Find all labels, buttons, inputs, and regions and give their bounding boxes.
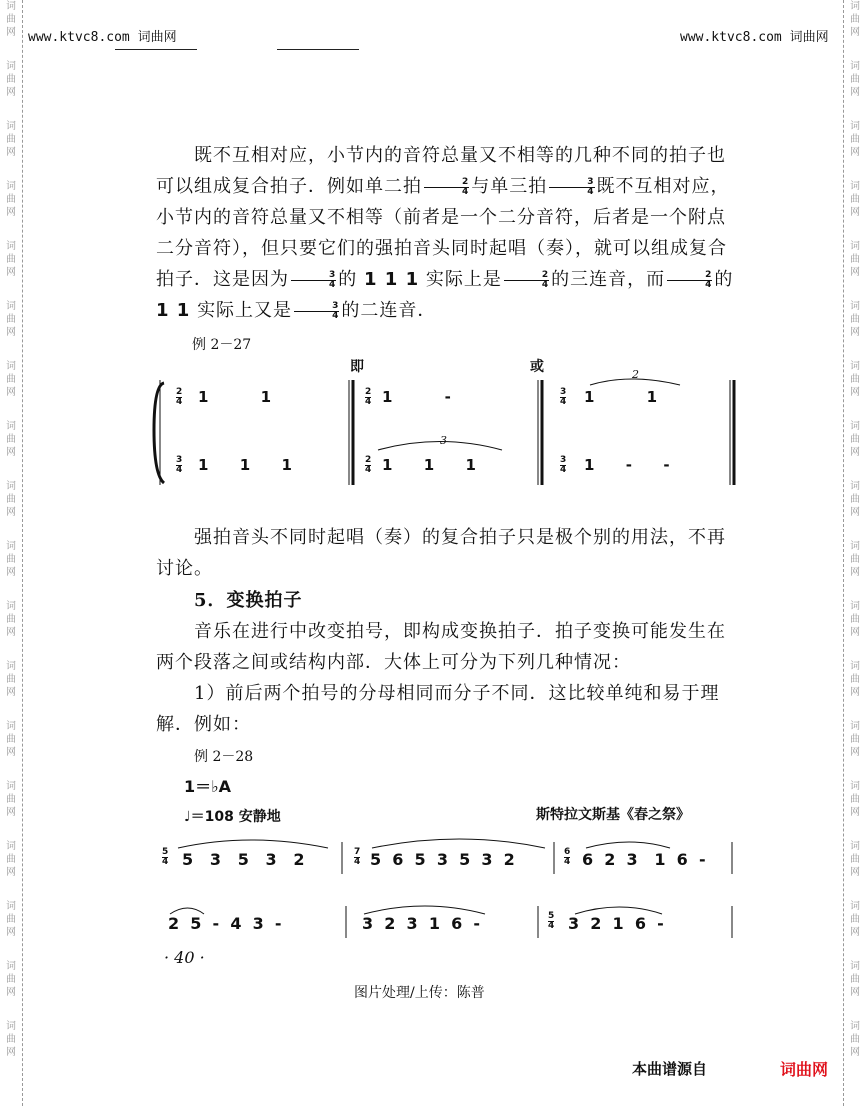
watermark-char: 网 xyxy=(850,807,860,818)
watermark-gap xyxy=(844,39,866,60)
watermark-char: 网 xyxy=(850,627,860,638)
time-sig-2-4: $\frac{2}{4}$ xyxy=(667,271,712,290)
watermark-char: 词 xyxy=(850,1021,860,1032)
watermark-char: 曲 xyxy=(850,314,860,325)
duplet-mark: 2 xyxy=(632,368,639,381)
watermark-char: 词 xyxy=(850,121,860,132)
watermark-char: 曲 xyxy=(6,854,16,865)
footer-brand-logo[interactable]: 词曲网 xyxy=(780,1060,829,1079)
watermark-char: 网 xyxy=(850,387,860,398)
watermark-char: 网 xyxy=(6,87,16,98)
watermark-char: 网 xyxy=(6,867,16,878)
ex1-bot-measure-3: 1 - - xyxy=(584,456,670,474)
watermark-char: 词 xyxy=(6,781,16,792)
watermark-char: 网 xyxy=(850,987,860,998)
watermark-char: 曲 xyxy=(6,914,16,925)
watermark-char: 曲 xyxy=(6,794,16,805)
watermark-char: 网 xyxy=(6,1047,16,1058)
ex2-row1-measure-2: 5 6 5 3 5 3 2 xyxy=(370,850,515,869)
ex2-ts-7-4: 7 4 xyxy=(354,847,361,867)
watermark-char: 词 xyxy=(850,661,860,672)
watermark-char: 词 xyxy=(850,301,860,312)
watermark-char: 词 xyxy=(850,481,860,492)
watermark-gap xyxy=(844,399,866,420)
watermark-char: 曲 xyxy=(6,14,16,25)
ex1-ts-bot-1: 3 4 xyxy=(176,455,183,475)
right-watermark-strip xyxy=(843,0,866,1106)
watermark-char: 曲 xyxy=(6,134,16,145)
ex1-ts-top-3: 3 4 xyxy=(560,387,567,407)
ex2-ts-5-4-b: 5 4 xyxy=(548,911,555,931)
watermark-char: 词 xyxy=(850,61,860,72)
time-sig-3-4: $\frac{3}{4}$ xyxy=(549,178,594,197)
watermark-char: 词 xyxy=(850,781,860,792)
watermark-char: 网 xyxy=(850,867,860,878)
watermark-gap xyxy=(844,699,866,720)
watermark-char: 曲 xyxy=(850,554,860,565)
watermark-gap xyxy=(844,519,866,540)
header-site-left: www.ktvc8.com 词曲网 xyxy=(28,30,177,45)
para1-text-e: 实际上是 xyxy=(425,269,502,290)
watermark-char: 词 xyxy=(850,841,860,852)
watermark-gap xyxy=(0,399,22,420)
ex1-top-measure-3: 1 1 xyxy=(584,388,658,406)
watermark-char: 网 xyxy=(850,87,860,98)
para1-text-b: 与单三拍 xyxy=(471,176,548,197)
watermark-char: 词 xyxy=(850,721,860,732)
tempo-marking: ♩＝108 安静地 xyxy=(184,809,281,825)
section-5-heading: 5．变换拍子 xyxy=(194,590,303,611)
watermark-char: 词 xyxy=(6,541,16,552)
watermark-gap xyxy=(0,1059,22,1080)
watermark-gap xyxy=(844,219,866,240)
watermark-gap xyxy=(0,279,22,300)
watermark-char: 词 xyxy=(6,661,16,672)
watermark-char: 曲 xyxy=(850,14,860,25)
para1-notes-duplet: 1 1 xyxy=(156,300,191,321)
watermark-char: 词 xyxy=(6,241,16,252)
watermark-char: 词 xyxy=(850,601,860,612)
watermark-gap xyxy=(844,1059,866,1080)
watermark-char: 曲 xyxy=(6,374,16,385)
watermark-gap xyxy=(844,159,866,180)
watermark-char: 网 xyxy=(6,447,16,458)
watermark-gap xyxy=(0,219,22,240)
ex2-row2-measure-1: 2 5 - 4 3 - xyxy=(168,914,282,933)
watermark-char: 曲 xyxy=(6,314,16,325)
watermark-char: 词 xyxy=(850,181,860,192)
watermark-char: 曲 xyxy=(850,254,860,265)
watermark-char: 词 xyxy=(6,181,16,192)
example-2-28-label: 例 2－28 xyxy=(194,749,254,765)
watermark-char: 词 xyxy=(6,961,16,972)
watermark-char: 网 xyxy=(850,747,860,758)
ex1-ts-top-2: 2 4 xyxy=(365,387,372,407)
watermark-char: 网 xyxy=(850,327,860,338)
watermark-char: 网 xyxy=(850,447,860,458)
watermark-char: 网 xyxy=(850,147,860,158)
ex2-ts-5-4: 5 4 xyxy=(162,847,169,867)
watermark-char: 曲 xyxy=(850,674,860,685)
watermark-char: 词 xyxy=(6,1,16,12)
time-sig-2-4: $\frac{2}{4}$ xyxy=(504,271,549,290)
ex2-row1-measure-3: 6 2 3 1 6 - xyxy=(582,850,706,869)
page-number: · 40 · xyxy=(164,948,205,967)
watermark-char: 曲 xyxy=(6,974,16,985)
watermark-char: 曲 xyxy=(850,854,860,865)
watermark-gap xyxy=(0,39,22,60)
paragraph-compound-meter xyxy=(156,140,740,326)
para3-text: 音乐在进行中改变拍号，即构成变换拍子．拍子变换可能发生在两个段落之间或结构内部．大体上可分为下列几种情况： xyxy=(156,621,726,673)
watermark-char: 词 xyxy=(850,241,860,252)
ex1-bot-measure-1: 1 1 1 xyxy=(198,456,292,474)
watermark-char: 网 xyxy=(850,567,860,578)
watermark-char: 网 xyxy=(6,327,16,338)
watermark-gap xyxy=(0,459,22,480)
footer-source-label: 本曲谱源自 xyxy=(632,1060,708,1078)
para1-text-c: 既不互相对应，小节内的音符总量又不相等（前者是一个二分音符，后者是一个附点二分音符），但只要它们的强拍音头同时起唱（奏），就可以组成复合拍子．这是因为 xyxy=(156,176,730,290)
watermark-char: 曲 xyxy=(850,614,860,625)
watermark-char: 网 xyxy=(6,927,16,938)
watermark-char: 网 xyxy=(6,27,16,38)
watermark-gap xyxy=(844,999,866,1020)
watermark-gap xyxy=(0,879,22,900)
watermark-char: 网 xyxy=(850,927,860,938)
watermark-char: 词 xyxy=(850,361,860,372)
paragraph-rare-usage xyxy=(156,522,740,584)
time-sig-2-4: $\frac{2}{4}$ xyxy=(424,178,469,197)
ex2-row2-measure-2: 3 2 3 1 6 - xyxy=(362,914,481,933)
watermark-char: 网 xyxy=(850,267,860,278)
watermark-gap xyxy=(844,459,866,480)
watermark-gap xyxy=(844,279,866,300)
watermark-gap xyxy=(844,579,866,600)
time-sig-3-4: $\frac{3}{4}$ xyxy=(294,302,339,321)
watermark-gap xyxy=(0,939,22,960)
watermark-char: 曲 xyxy=(850,1034,860,1045)
watermark-char: 曲 xyxy=(6,74,16,85)
watermark-char: 网 xyxy=(6,747,16,758)
example-2-27-label: 例 2－27 xyxy=(192,337,252,353)
watermark-char: 词 xyxy=(6,361,16,372)
triplet-mark: 3 xyxy=(440,434,447,447)
para1-text-d: 的 xyxy=(338,269,358,290)
watermark-char: 曲 xyxy=(850,74,860,85)
para1-notes-triplet: 1 1 1 xyxy=(364,269,420,290)
watermark-gap xyxy=(0,339,22,360)
ex2-ts-6-4: 6 4 xyxy=(564,847,571,867)
para4-text: 1）前后两个拍号的分母相同而分子不同．这比较单纯和易于理解．例如： xyxy=(156,683,720,735)
watermark-char: 网 xyxy=(6,387,16,398)
paragraph-case-1 xyxy=(156,678,740,740)
key-signature: 1＝♭A xyxy=(184,777,232,796)
watermark-gap xyxy=(844,759,866,780)
watermark-gap xyxy=(0,579,22,600)
time-sig-3-4: $\frac{3}{4}$ xyxy=(291,271,336,290)
watermark-char: 词 xyxy=(6,301,16,312)
ex1-ts-bot-3: 3 4 xyxy=(560,455,567,475)
watermark-char: 网 xyxy=(6,207,16,218)
watermark-gap xyxy=(844,819,866,840)
ex2-row2-measure-3: 3 2 1 6 - xyxy=(568,914,664,933)
watermark-char: 网 xyxy=(850,207,860,218)
para1-text-a: 既不互相对应，小节内的音符总量又不相等的几种不同的拍子也可以组成复合拍子．例如单二拍 xyxy=(156,145,726,197)
watermark-char: 曲 xyxy=(6,734,16,745)
watermark-char: 网 xyxy=(6,687,16,698)
watermark-char: 词 xyxy=(6,421,16,432)
watermark-char: 网 xyxy=(6,507,16,518)
watermark-char: 词 xyxy=(6,601,16,612)
ex1-top-measure-2: 1 - xyxy=(382,388,451,406)
watermark-char: 曲 xyxy=(6,554,16,565)
watermark-char: 网 xyxy=(6,267,16,278)
watermark-char: 曲 xyxy=(850,734,860,745)
watermark-char: 网 xyxy=(850,687,860,698)
watermark-char: 网 xyxy=(6,987,16,998)
header-site-right: www.ktvc8.com 词曲网 xyxy=(680,30,829,45)
watermark-char: 曲 xyxy=(850,434,860,445)
ex1-top-measure-1: 1 1 xyxy=(198,388,272,406)
watermark-char: 曲 xyxy=(6,1034,16,1045)
watermark-char: 曲 xyxy=(850,134,860,145)
watermark-gap xyxy=(0,639,22,660)
watermark-gap xyxy=(0,519,22,540)
watermark-char: 词 xyxy=(850,541,860,552)
watermark-char: 词 xyxy=(6,901,16,912)
para1-text-g: 的 xyxy=(714,269,734,290)
watermark-char: 曲 xyxy=(6,194,16,205)
ex1-ts-top-1: 2 4 xyxy=(176,387,183,407)
attribution: 斯特拉文斯基《春之祭》 xyxy=(536,807,690,823)
watermark-char: 曲 xyxy=(6,494,16,505)
watermark-char: 词 xyxy=(6,481,16,492)
watermark-char: 词 xyxy=(6,841,16,852)
watermark-char: 词 xyxy=(6,61,16,72)
watermark-char: 词 xyxy=(6,121,16,132)
header-rule-right xyxy=(277,49,359,50)
watermark-gap xyxy=(844,99,866,120)
ex1-bot-measure-2: 1 1 1 xyxy=(382,456,476,474)
watermark-gap xyxy=(0,999,22,1020)
image-credit-caption: 图片处理/上传：陈普 xyxy=(354,985,485,1001)
watermark-char: 曲 xyxy=(6,254,16,265)
watermark-gap xyxy=(0,699,22,720)
para1-text-h: 实际上又是 xyxy=(197,300,293,321)
watermark-char: 词 xyxy=(6,1021,16,1032)
ex2-row1-measure-1: 5 3 5 3 2 xyxy=(182,850,305,869)
watermark-char: 网 xyxy=(850,27,860,38)
watermark-char: 词 xyxy=(850,961,860,972)
para1-text-i: 的二连音． xyxy=(341,300,437,321)
watermark-gap xyxy=(844,339,866,360)
watermark-gap xyxy=(0,819,22,840)
watermark-char: 曲 xyxy=(850,374,860,385)
watermark-gap xyxy=(844,939,866,960)
watermark-gap xyxy=(0,759,22,780)
paragraph-changing-meter xyxy=(156,616,740,678)
watermark-char: 曲 xyxy=(6,434,16,445)
watermark-char: 词 xyxy=(850,901,860,912)
watermark-char: 网 xyxy=(850,507,860,518)
watermark-char: 曲 xyxy=(850,914,860,925)
watermark-char: 曲 xyxy=(850,494,860,505)
watermark-char: 曲 xyxy=(6,674,16,685)
header-rule-left xyxy=(115,49,197,50)
watermark-char: 词 xyxy=(850,421,860,432)
watermark-char: 曲 xyxy=(850,974,860,985)
watermark-char: 曲 xyxy=(850,194,860,205)
ex1-huo-label: 或 xyxy=(530,359,544,375)
ex1-ts-bot-2: 2 4 xyxy=(365,455,372,475)
watermark-char: 网 xyxy=(6,147,16,158)
left-watermark-strip xyxy=(0,0,23,1106)
watermark-gap xyxy=(0,99,22,120)
watermark-gap xyxy=(0,159,22,180)
watermark-gap xyxy=(844,639,866,660)
watermark-char: 曲 xyxy=(6,614,16,625)
watermark-char: 网 xyxy=(6,567,16,578)
ex1-ji-label: 即 xyxy=(350,359,364,375)
para1-text-f: 的三连音，而 xyxy=(551,269,666,290)
watermark-char: 词 xyxy=(850,1,860,12)
watermark-char: 网 xyxy=(6,627,16,638)
para2-text: 强拍音头不同时起唱（奏）的复合拍子只是极个别的用法，不再讨论。 xyxy=(156,527,726,579)
watermark-gap xyxy=(844,879,866,900)
watermark-char: 网 xyxy=(850,1047,860,1058)
watermark-char: 曲 xyxy=(850,794,860,805)
watermark-char: 词 xyxy=(6,721,16,732)
heading-section-5 xyxy=(156,585,740,616)
watermark-char: 网 xyxy=(6,807,16,818)
